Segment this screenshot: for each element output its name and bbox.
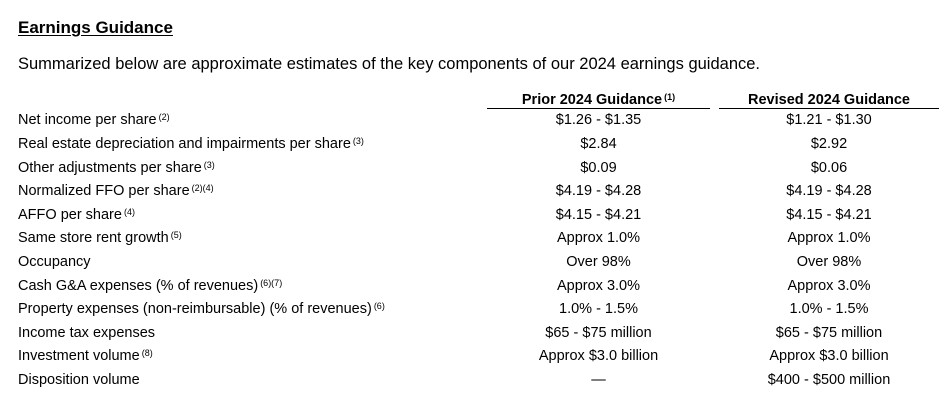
row-label: Occupancy: [18, 253, 91, 270]
row-label: Normalized FFO per share: [18, 183, 190, 200]
footnote-marker: (2)(4): [191, 183, 214, 194]
row-label-cell: [18, 179, 487, 203]
intro-text: Summarized below are approximate estimates of the key components of our 2024 earnings guidance.: [18, 55, 761, 73]
row-label: Property expenses (non-reimbursable) (% of revenues): [18, 301, 372, 318]
revised-guidance-value: $65 - $75 million: [775, 324, 883, 341]
footnote-marker: (6)(7): [260, 277, 283, 288]
column-header-prior-note: (1): [664, 91, 676, 102]
column-header-revised: [719, 84, 939, 108]
table-row: [18, 321, 939, 345]
column-gap: [710, 227, 719, 251]
row-label-cell: [18, 321, 487, 345]
table-row: [18, 274, 939, 298]
table-row: [18, 156, 939, 180]
revised-guidance-value: $0.06: [810, 159, 848, 176]
table-row: [18, 297, 939, 321]
row-label-cell: [18, 132, 487, 156]
prior-guidance-value: —: [591, 371, 606, 388]
table-row: [18, 179, 939, 203]
column-gap: [710, 368, 719, 392]
column-gap: [710, 321, 719, 345]
row-label: Income tax expenses: [18, 324, 156, 341]
row-label-cell: [18, 156, 487, 180]
revised-guidance-value: $2.92: [810, 135, 848, 152]
revised-guidance-value: Approx 1.0%: [787, 230, 871, 247]
prior-guidance-value: Approx 3.0%: [556, 277, 641, 294]
revised-guidance-value: 1.0% - 1.5%: [789, 301, 869, 318]
header-row: [18, 84, 939, 108]
footnote-marker: (2): [158, 112, 170, 123]
row-label: Net income per share: [18, 112, 157, 129]
prior-guidance-value: $1.26 - $1.35: [555, 112, 642, 129]
footnote-marker: (4): [123, 206, 135, 217]
table-row: [18, 345, 939, 369]
row-label: Other adjustments per share: [18, 159, 202, 176]
column-header-revised-label: Revised 2024 Guidance: [748, 91, 910, 108]
table-row: [18, 108, 939, 132]
row-label: Disposition volume: [18, 371, 140, 388]
column-gap: [710, 156, 719, 180]
table-row: [18, 132, 939, 156]
row-label-cell: [18, 108, 487, 132]
row-label-cell: [18, 203, 487, 227]
row-label: Cash G&A expenses (% of revenues): [18, 277, 259, 294]
revised-guidance-value: $400 - $500 million: [767, 371, 891, 388]
prior-guidance-value: $2.84: [580, 135, 617, 152]
table-row: [18, 227, 939, 251]
revised-guidance-value: Over 98%: [796, 253, 862, 270]
table-row: [18, 368, 939, 392]
section-title: Earnings Guidance: [18, 18, 173, 37]
footnote-marker: (8): [141, 348, 153, 359]
row-label: Same store rent growth: [18, 230, 169, 247]
column-gap: [710, 179, 719, 203]
prior-guidance-value: Approx $3.0 billion: [538, 348, 659, 365]
row-label-cell: [18, 345, 487, 369]
column-header-prior-label: Prior 2024 Guidance: [521, 91, 663, 108]
footnote-marker: (3): [352, 135, 364, 146]
footnote-marker: (5): [170, 230, 182, 241]
row-label-cell: [18, 368, 487, 392]
header-blank: [18, 84, 487, 108]
row-label: Investment volume: [18, 348, 140, 365]
row-label-cell: [18, 297, 487, 321]
revised-guidance-value: $4.19 - $4.28: [786, 183, 872, 200]
revised-guidance-value: Approx $3.0 billion: [769, 348, 889, 365]
header-gap: [710, 84, 719, 108]
column-gap: [710, 203, 719, 227]
column-gap: [710, 250, 719, 274]
prior-guidance-value: Over 98%: [566, 253, 631, 270]
column-header-prior: [487, 84, 710, 108]
row-label-cell: [18, 250, 487, 274]
prior-guidance-value: $4.15 - $4.21: [555, 206, 642, 223]
column-gap: [710, 132, 719, 156]
column-gap: [710, 345, 719, 369]
row-label: AFFO per share: [18, 206, 122, 223]
prior-guidance-value: 1.0% - 1.5%: [559, 301, 638, 318]
row-label-cell: [18, 274, 487, 298]
column-gap: [710, 274, 719, 298]
revised-guidance-value: Approx 3.0%: [787, 277, 871, 294]
footnote-marker: (3): [203, 159, 215, 170]
prior-guidance-value: $0.09: [580, 159, 617, 176]
prior-guidance-value: $4.19 - $4.28: [555, 183, 642, 200]
guidance-rows: [18, 108, 939, 392]
table-row: [18, 250, 939, 274]
column-gap: [710, 108, 719, 132]
prior-guidance-value: Approx 1.0%: [556, 230, 641, 247]
table-row: [18, 203, 939, 227]
prior-guidance-value: $65 - $75 million: [545, 324, 652, 341]
revised-guidance-value: $4.15 - $4.21: [786, 206, 872, 223]
guidance-table: [18, 84, 939, 392]
column-gap: [710, 297, 719, 321]
revised-guidance-value: $1.21 - $1.30: [786, 112, 872, 129]
row-label: Real estate depreciation and impairments per share: [18, 135, 351, 152]
footnote-marker: (6): [373, 301, 385, 312]
row-label-cell: [18, 227, 487, 251]
